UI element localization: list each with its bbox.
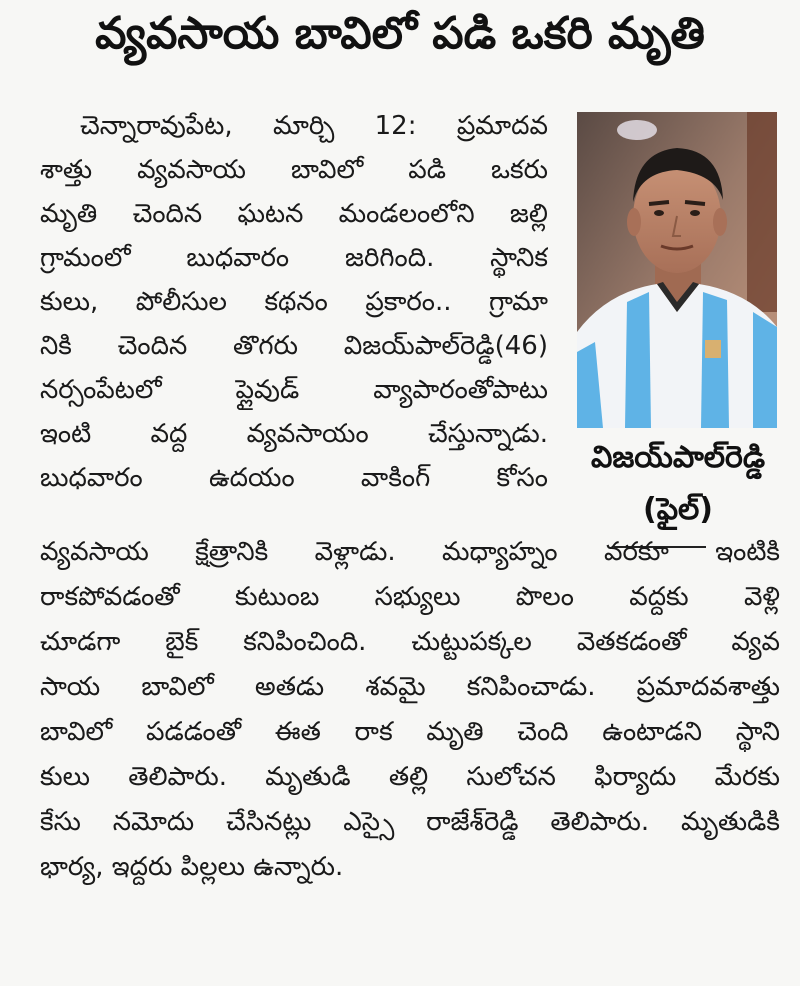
body-line: బావిలో పడడంతో ఈత రాక మృతి చెంది ఉంటాడని స్థాని <box>40 717 780 747</box>
person-photo <box>577 112 777 428</box>
body-line: రాకపోవడంతో కుటుంబ సభ్యులు పొలం వద్దకు వెళ్లి <box>40 582 780 612</box>
body-line: వ్యవసాయ క్షేత్రానికి వెళ్లాడు. మధ్యాహ్నం వరకూ ఇంటికి <box>40 537 780 567</box>
body-line: నికి చెందిన తొగరు విజయ్‌పాల్‌రెడ్డి(46) <box>40 331 548 361</box>
body-line: కులు, పోలీసుల కథనం ప్రకారం.. గ్రామా <box>40 287 548 317</box>
body-line: బుధవారం ఉదయం వాకింగ్ కోసం <box>40 463 548 493</box>
article-headline: వ్యవసాయ బావిలో పడి ఒకరి మృతి <box>95 8 705 59</box>
photo-caption-name: విజయ్‌పాల్‌రెడ్డి <box>590 440 766 475</box>
person-photo-illustration <box>577 112 777 428</box>
body-line: ఇంటి వద్ద వ్యవసాయం చేస్తున్నాడు. <box>40 419 548 449</box>
body-line: కులు తెలిపారు. మృతుడి తల్లి సులోచన ఫిర్యాదు మేరకు <box>40 762 780 792</box>
body-line: సాయ బావిలో అతడు శవమై కనిపించాడు. ప్రమాదవశాత్తు <box>40 672 780 702</box>
body-line: భార్య, ఇద్దరు పిల్లలు ఉన్నారు. <box>40 852 344 882</box>
body-line: మృతి చెందిన ఘటన మండలంలోని జల్లి <box>40 199 548 229</box>
body-line: నర్సంపేటలో ప్లైవుడ్ వ్యాపారంతోపాటు <box>40 375 548 405</box>
body-line: శాత్తు వ్యవసాయ బావిలో పడి ఒకరు <box>40 155 548 185</box>
body-line: చెన్నారావుపేట, మార్చి 12: ప్రమాదవ <box>80 111 548 141</box>
photo-caption-note: (ఫైల్) <box>642 492 714 527</box>
body-line: కేసు నమోదు చేసినట్లు ఎస్సై రాజేశ్‌రెడ్డి తెలిపారు. మృతుడికి <box>40 807 780 837</box>
body-line: గ్రామంలో బుధవారం జరిగింది. స్థానిక <box>40 243 548 273</box>
body-line: చూడగా బైక్ కనిపించింది. చుట్టుపక్కల వెతకడంతో వ్యవ <box>40 627 780 657</box>
